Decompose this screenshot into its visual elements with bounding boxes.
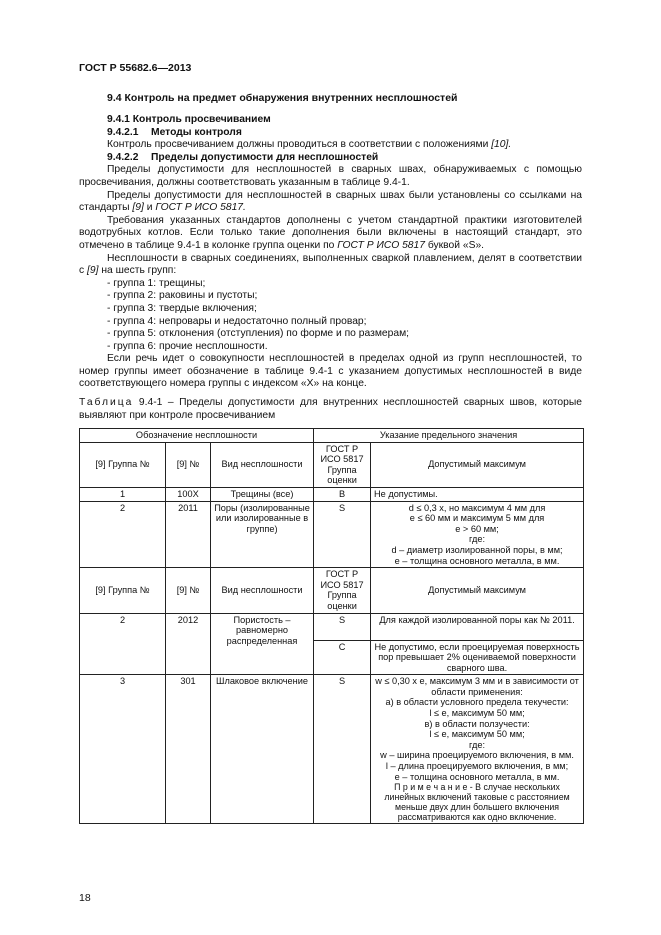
paragraph-6: Если речь идет о совокупности несплошностей в пределах одной из групп несплошностей, то номер группы имеет обозначение в таблице 9.4-1 с указанием допустимых несплошностей в виде соответствующего номера группы с индексом «X» на конце. — [79, 353, 582, 390]
table-caption: Таблица 9.4-1 – Пределы допустимости для внутренних несплошностей сварных швов, которые выявляют при контроле просвечиванием — [79, 397, 582, 421]
table-header-row: [9] Группа № [9] № Вид несплошности ГОСТ Р ИСО 5817 Группа оценки Допустимый максимум — [80, 568, 584, 613]
document-header: ГОСТ Р 55682.6—2013 — [79, 62, 192, 74]
table-group-header: Обозначение несплошности — [80, 429, 314, 443]
section-title: 9.4 Контроль на предмет обнаружения внутренних несплошностей — [107, 92, 458, 104]
subsection-941: 9.4.1 Контроль просвечиванием — [107, 114, 271, 125]
table-row: 2 2012 Пористость – равномерно распределенная S Для каждой изолированной поры как № 2011. — [80, 613, 584, 640]
paragraph-1: Контроль просвечиванием должны проводиться в соответствии с положениями [10]. — [107, 139, 512, 151]
list-item: - группа 5: отклонения (отступления) по форме и по размерам; — [107, 328, 410, 340]
table-group-header: Указание предельного значения — [314, 429, 584, 443]
table-row: 3 301 Шлаковое включение S w ≤ 0,30 x e, максимум 3 мм и в зависимости от области применения: а) в области условного предела текучести: l ≤ e, максимум 50 мм; в) в области ползучести: l ≤ e, максимум 50 мм; где: w – ширина проецируемого включения, в мм. l – длина проецируемого включения, в мм; e – толщина основного металла, в мм. П р и м е ч а н и е - В случае нескольких линейных включений таковые с расстоянием меньше двух длин большего включения рассматриваются как одно включение. — [80, 675, 584, 824]
paragraph-5: Несплошности в сварных соединениях, выполненных сваркой плавлением, делят в соответствии с [9] на шесть групп: — [79, 252, 582, 277]
ref-10: [10]. — [491, 139, 512, 151]
list-item: - группа 3: твердые включения; — [107, 302, 257, 314]
subsection-9422: 9.4.2.2 Пределы допустимости для несплошностей — [107, 151, 379, 163]
page-number: 18 — [79, 892, 91, 904]
body-text — [79, 114, 582, 422]
limits-table — [79, 428, 584, 824]
paragraph-2: Пределы допустимости для несплошностей в сварных швах, обнаруживаемых с помощью просвечивания, должны соответствовать указанным в таблице 9.4-1. — [79, 164, 582, 188]
table-header-row: [9] Группа № [9] № Вид несплошности ГОСТ Р ИСО 5817 Группа оценки Допустимый максимум — [80, 442, 584, 487]
list-item: - группа 2: раковины и пустоты; — [107, 290, 258, 302]
table-row: C Не допустимо, если проецируемая поверхность пор превышает 2% оцениваемой поверхности сварного шва. — [80, 640, 584, 675]
paragraph-4: Требования указанных стандартов дополнены с учетом стандартной практики изготовителей водотрубных котлов. Если только такие дополнения были включены в настоящий стандарт, это отмечено в таблице 9.4-1 в колонке группа оценки по ГОСТ Р ИСО 5817 буквой «S». — [79, 214, 582, 251]
table-row: 2 2011 Поры (изолированные или изолированные в группе) S d ≤ 0,3 x, но максимум 4 мм для e ≤ 60 мм и максимум 5 мм для e > 60 мм; где: d – диаметр изолированной поры, в мм; e – толщина основного металла, в мм. — [80, 501, 584, 568]
table-row: 1 100X Трещины (все) B Не допустимы. — [80, 487, 584, 501]
subsection-9421: 9.4.2.1 Методы контроля — [107, 126, 242, 138]
list-item: - группа 4: непровары и недостаточно полный провар; — [107, 315, 367, 327]
list-item: - группа 1: трещины; — [107, 277, 206, 289]
table-note: П р и м е ч а н и е - В случае нескольких линейных включений таковые с расстоянием меньше двух длин большего включения рассматриваются как одно включение. — [384, 782, 570, 823]
paragraph-3: Пределы допустимости для несплошностей в сварных швах были установлены со ссылками на стандарты [9] и ГОСТ Р ИСО 5817. — [79, 189, 582, 214]
list-item: - группа 6: прочие несплошности. — [107, 340, 268, 352]
